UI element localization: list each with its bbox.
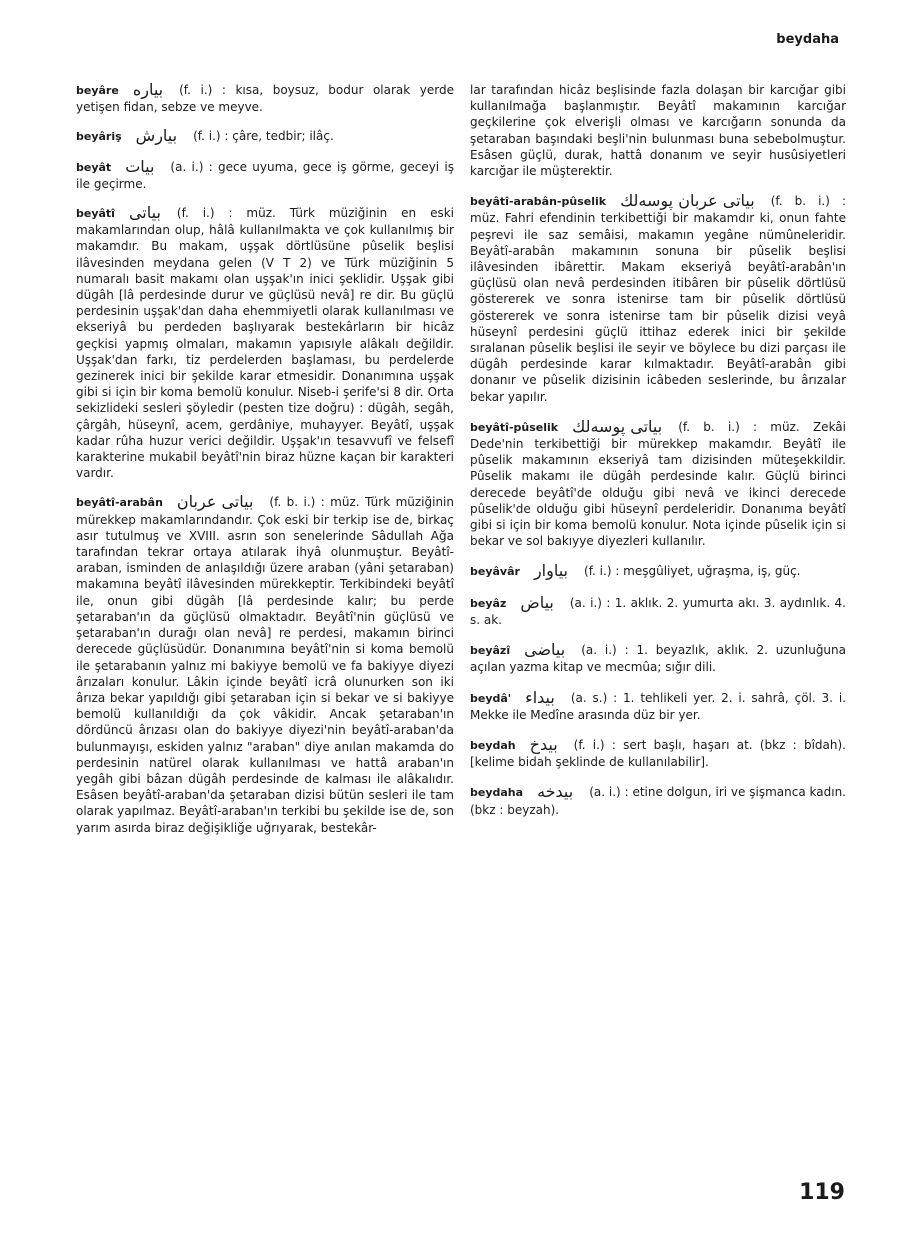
entry-arabic-script: بياتى [128,203,161,223]
entry-definition: (a. i.) : etine dolgun, iri ve şişmanca kadın. (bkz : beyzah). [470,785,846,817]
dictionary-entry [470,193,846,405]
entry-definition: (a. i.) : gece uyuma, gece iş görme, geceyi iş ile geçirme. [76,159,454,191]
entry-headword: beyâz [470,596,507,610]
dictionary-entry [470,592,846,628]
dictionary-entry [470,784,846,817]
entry-headword: beydâ' [470,691,512,705]
entry-arabic-script: بيدخه [537,782,574,802]
dictionary-entry [470,563,846,580]
entry-definition: (f. i.) : müz. Türk müziğinin en eski makamlarından olup, hâlâ kullanılmakta ve çok kullanılmış bir makamdır. Bu makam, uşşak dörtlüsüne pûselik beşlisi ilâvesinden meydana gelen (V T 2) ve Türk müziğinin 5 numaralı basit makamı olan uşşak'ın inici şeklidir. Uşşak gibi dügâh [lâ perdesinde durur ve güçlüsü nevâ] re dir. Bu güçlü perdesinin uşşak'dan daha ehemmiyetli olarak kullanılması ve ekseriyâ bu perdeden başlıyarak bestekârların bir hicâz geçkisi yapmış olmaları, makamın yapısıyle alâkalı değildir. Uşşak'dan farkı, tiz perdelerden başlaması, bu perdelerde gezinerek inici bir şekilde karar etmesidir. Donanımına uşşak gibi si için bir koma bemolü konulur. Niseb-i şerife'si 8 dir. Orta sekizlideki sesleri şöyledir (pesten tize doğru) : dügâh, segâh, çârgâh, hüseynî, acem, gerdâniye, muhayyer. Beyâtî, uşşak kadar rûha huzur verici değildir. Uşşak'ın tesavvufî ve felsefî karakterine mukabil beyâtî'nin biraz hüzne kaçan bir karakteri vardır. [76,206,454,481]
entry-arabic-script: بياتى پوسه‌لك [572,416,663,436]
entry-arabic-script: بيارش [135,126,178,146]
page-number: 119 [799,1180,845,1205]
entry-definition: (a. i.) : 1. beyazlık, aklık. 2. uzunluğuna açılan yazma kitap ve mecmûa; sığır dili. [470,643,846,675]
entry-definition: (f. b. i.) : müz. Zekâi Dede'nin terkibettiği bir mürekkep makamdır. Beyâtî ile pûselik makamının ekseriyâ tam dizisinden müteşekkildir. Pûselik makamı ile dügâh perdesinde kalır. Güçlü birinci derecede beyâtî'de olduğu gibi nevâ ve ikinci derecede pûselik'de olduğu gibi hüseynî perdeleridir. Donanıma beyâtî gibi si için bir koma bemolü konulur. Nota içinde pûselik için si bekar ve sol bakıyye diyezleri kullanılır. [470,419,846,549]
entry-arabic-script: بياضى [524,640,566,660]
running-header-word: beydaha [776,32,839,47]
dictionary-entry [76,82,454,115]
entry-arabic-script: بياض [520,592,554,612]
entry-definition: (f. b. i.) : müz. Türk müziğinin mürekkep makamlarındandır. Çok eski bir terkip ise de, birkaç asır tutulmuş ve XVIII. asrın son senelerinde Sâdullah Ağa tarafından tekrar ortaya atılarak ihyâ olunmuştur. Beyâtî-araban, isminden de anlaşıldığı üzere araban (yâni şetaraban) makamına beyâtî ilâvesinden mürekkeptir. Terkibindeki beyâtî ile, onun gibi dügâh [lâ perdesinde kalır; bu perde şetaraban'ın da güçlüsü olmaktadır. Beyâtî'nin güçlüsü ve şetaraban'ın durağı olan nevâ] re perdesi, makamın birinci derecede güçlüsüdür. Donanımına beyâtî'nin si koma bemolü ile şetarabanın yalnız mi bakiyye bemolü ve fa bakiyye diyezi ârızaları konulur. Lâkin içinde beyâtî icrâ olunurken son iki ârıza bekar yapıldığı gibi şetaraban için si bekar ve si bakiyye bemolü kullanıldığı da çok vâkidir. Ancak şetaraban'ın dördüncü ârızası olan do bakiyye diyezi'nin beyâtî-araban'da bulunmayışı, eskiden yalnız "araban" diye anılan makamda do perdesinin natürel olarak kullanılması ve hattâ araban'ın yegâh gibi bâzan dügâh perdesinde de kalması ile alâkalıdır. Esâsen beyâtî-araban'da şetaraban dizisi bütün sesleri ile tam olarak yapılmaz. Beyâtî-araban'ın terkibi bu şekilde ise de, son yarım asırda biraz değişikliğe uğrıyarak, bestekâr- [76,495,454,835]
dictionary-entry [470,416,846,550]
dictionary-entry [470,642,846,675]
dictionary-entry [470,734,846,770]
entry-arabic-script: بياوار [533,561,569,581]
entry-definition: (a. s.) : 1. tehlikeli yer. 2. i. sahrâ, çöl. 3. i. Mekke ile Medîne arasında düz bir yer. [470,690,846,722]
entry-definition: lar tarafından hicâz beşlisinde fazla dolaşan bir karcığar gibi kullanılmağa başlanmıştır. Beyâtî makamının karcığar geçkilerine çok elverişli olması ve karcığarın sonunda da şetaraban başındaki beşli'nin bulunması buna sebebolmuştur. Esâsen güçlü, durak, hattâ donanım ve seyir husûsiyetleri karcığar ile müşterektir. [470,83,846,179]
entry-arabic-script: بيات [125,156,155,176]
entry-headword: beyâre [76,84,119,97]
entry-definition: (a. i.) : 1. aklık. 2. yumurta akı. 3. aydınlık. 4. s. ak. [470,595,846,627]
entry-arabic-script: بيدخ [529,734,558,754]
entry-definition: (f. i.) : sert başlı, haşarı at. (bkz : bîdah). [kelime bidah şeklinde de kullanılabilir]. [470,737,846,770]
dictionary-entry [76,156,454,192]
entry-headword: beyâzî [470,644,511,658]
entry-headword: beydaha [470,786,524,800]
entry-headword: beyâtî-arabân [76,496,163,510]
entry-arabic-script: بياتى عربان پوسه‌لك [620,191,755,211]
dictionary-entry [76,205,454,481]
right-column [470,82,846,832]
entry-headword: beyâtî [76,207,115,221]
dictionary-entry-continued [470,82,846,179]
dictionary-entry [76,128,454,145]
entry-arabic-script: بيداء [525,687,555,707]
entry-arabic-script: بياتى عربان [176,492,254,512]
entry-arabic-script: بياره [132,80,164,99]
entry-definition: (f. b. i.) : müz. Fahri efendinin terkibettiği bir makamdır ki, onun fahte peşrevi ile saz semâisi, makamın yegâne nümûneleridir. Beyâtî-arabân makamının sonuna bir pûselik beşlisi ilâvesinden ibârettir. Makam ekseriyâ beyâtî-arabân'ın güçlüsü olan nevâ perdesinden itibâren bir pûselik dörtlüsü göstererek ve sonra istenirse tam bir pûselik dörtlüsü göstererek ve sonra istenirse tam bir pûselik dizisi veyâ hüseynî perdesini güçlü ittihaz ederek inici bir şekilde sıralanan pûselik beşlisi ile seyir ve böylece bu dizi parçası ile dügâh perdesinde karar kılmaktadır. Beyâtî-arabân gibi donanır ve pûselik dizisinin icâbeden seslerinde, bu ârızalar bekar yapılır. [470,194,846,404]
entry-headword: beyâvâr [470,565,520,579]
dictionary-entry [76,494,454,835]
entry-headword: beyâtî-arabân-pûselik [470,195,607,209]
entry-headword: beyâtî-pûselik [470,420,559,434]
entry-definition: (f. i.) : meşgûliyet, uğraşma, iş, güç. [584,564,801,579]
entry-headword: beydah [470,738,516,752]
entry-definition: (f. i.) : kısa, boysuz, bodur olarak yerde yetişen fidan, sebze ve meyve. [76,83,454,115]
entry-headword: beyâriş [76,130,122,144]
entry-headword: beyât [76,160,112,174]
left-column [76,82,454,849]
dictionary-entry [470,687,846,723]
entry-definition: (f. i.) : çâre, tedbir; ilâç. [193,129,334,144]
